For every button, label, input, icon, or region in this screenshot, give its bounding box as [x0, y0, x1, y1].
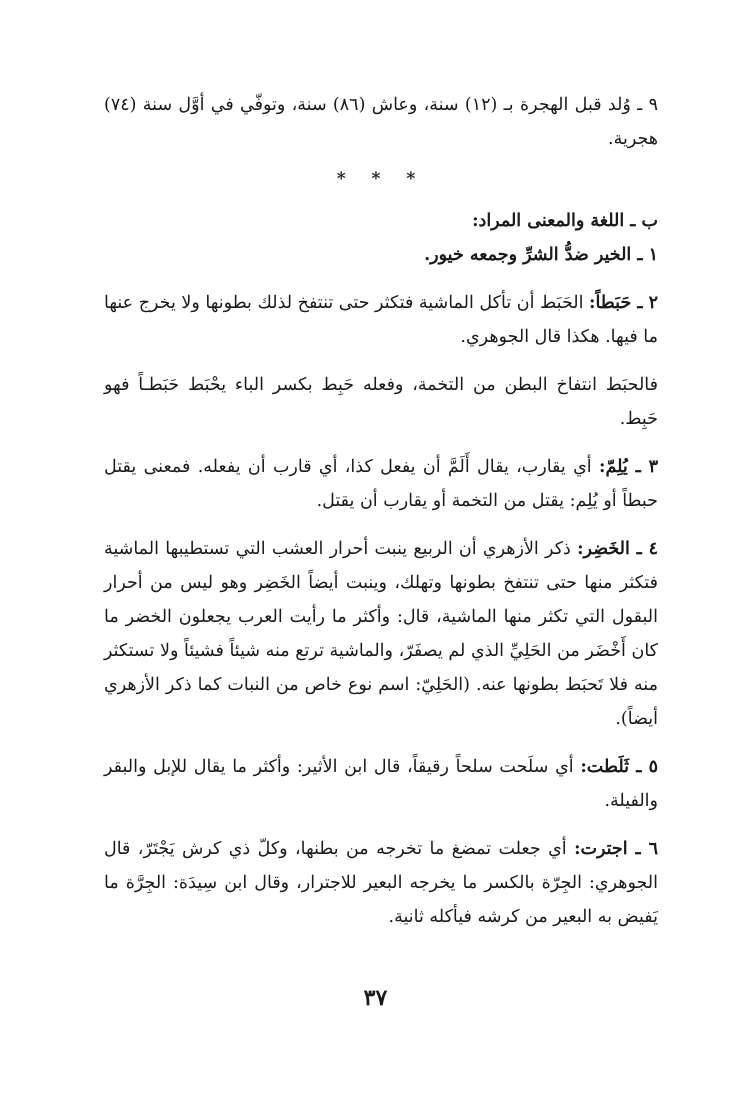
- definition-4-text: ذكر الأزهري أن الربيع ينبت أحرار العشب التي تستطيبها الماشية فتكثر منها حتى تنتفخ بطونها وتهلك، وينبت أيضاً الخَضِر وهو ليس من أحرار البقول التي تكثر منها الماشية، قال: وأكثر ما رأيت العرب يجعلون الخضر ما كان أَخْضَر من الحَلِيِّ الذي لم يصفَرّ، والماشية ترتع منه شيئاً فشيئاً ولا تستكثر منه فلا تَحبَط بطونها عنه. (الحَلِيّ: اسم نوع خاص من النبات كما ذكر الأزهري أيضاً).: [104, 539, 658, 729]
- definition-6: [104, 832, 658, 934]
- definition-6-text: أي جعلت تمضغ ما تخرجه من بطنها، وكلّ ذي كرش يَجْتَرّ، قال الجوهري: الجِرّة بالكسر ما يخرجه البعير للاجترار، وقال ابن سِيدَة: الجِرَّة ما يَفيض به البعير من كرشه فيأكله ثانية.: [104, 839, 658, 927]
- definition-5: [104, 750, 658, 818]
- section-separator: * * *: [336, 169, 426, 189]
- definition-3-text: أي يقارب، يقال أَلَمَّ أن يفعل كذا، أي قارب أن يفعله. فمعنى يقتل حبطاً أو يُلِم: يقتل من التخمة أو يقارب أن يقتل.: [104, 457, 658, 511]
- page-body: [104, 88, 658, 934]
- definition-2: [104, 286, 658, 354]
- section-heading: ب ـ اللغة والمعنى المراد:: [472, 211, 658, 231]
- definition-3: [104, 450, 658, 518]
- definition-1: ١ ـ الخير ضدُّ الشرِّ وجمعه خيور.: [424, 245, 658, 265]
- definition-2-text: الحَبَط أن تأكل الماشية فتكثر حتى تنتفخ لذلك بطونها ولا يخرج عنها ما فيها. هكذا قال الجوهري.: [104, 293, 658, 347]
- paragraph-item-9: ٩ ـ وُلد قبل الهجرة بـ (١٢) سنة، وعاش (٨٦) سنة، وتوفّي في أوَّل سنة (٧٤) هجرية.: [104, 95, 659, 149]
- definition-5-term: ٥ ـ ثَلَطت:: [580, 757, 658, 777]
- definition-2-continued: فالحبَط انتفاخ البطن من التخمة، وفعله حَبِط بكسر الباء يحْبَط حَبَطـاً فهو حَبِط.: [104, 375, 658, 429]
- definition-2-term: ٢ ـ حَبَطاً:: [589, 293, 658, 313]
- definition-3-term: ٣ ـ يُلِمّ:: [598, 457, 658, 477]
- definition-6-term: ٦ ـ اجترت:: [574, 839, 658, 859]
- page-number: ٣٧: [363, 985, 388, 1011]
- definition-4-term: ٤ ـ الخَضِر:: [577, 539, 658, 559]
- definition-4: [104, 532, 658, 736]
- definition-5-text: أي سلَحت سلحاً رقيقاً، قال ابن الأثير: وأكثر ما يقال للإبل والبقر والفيلة.: [104, 757, 658, 811]
